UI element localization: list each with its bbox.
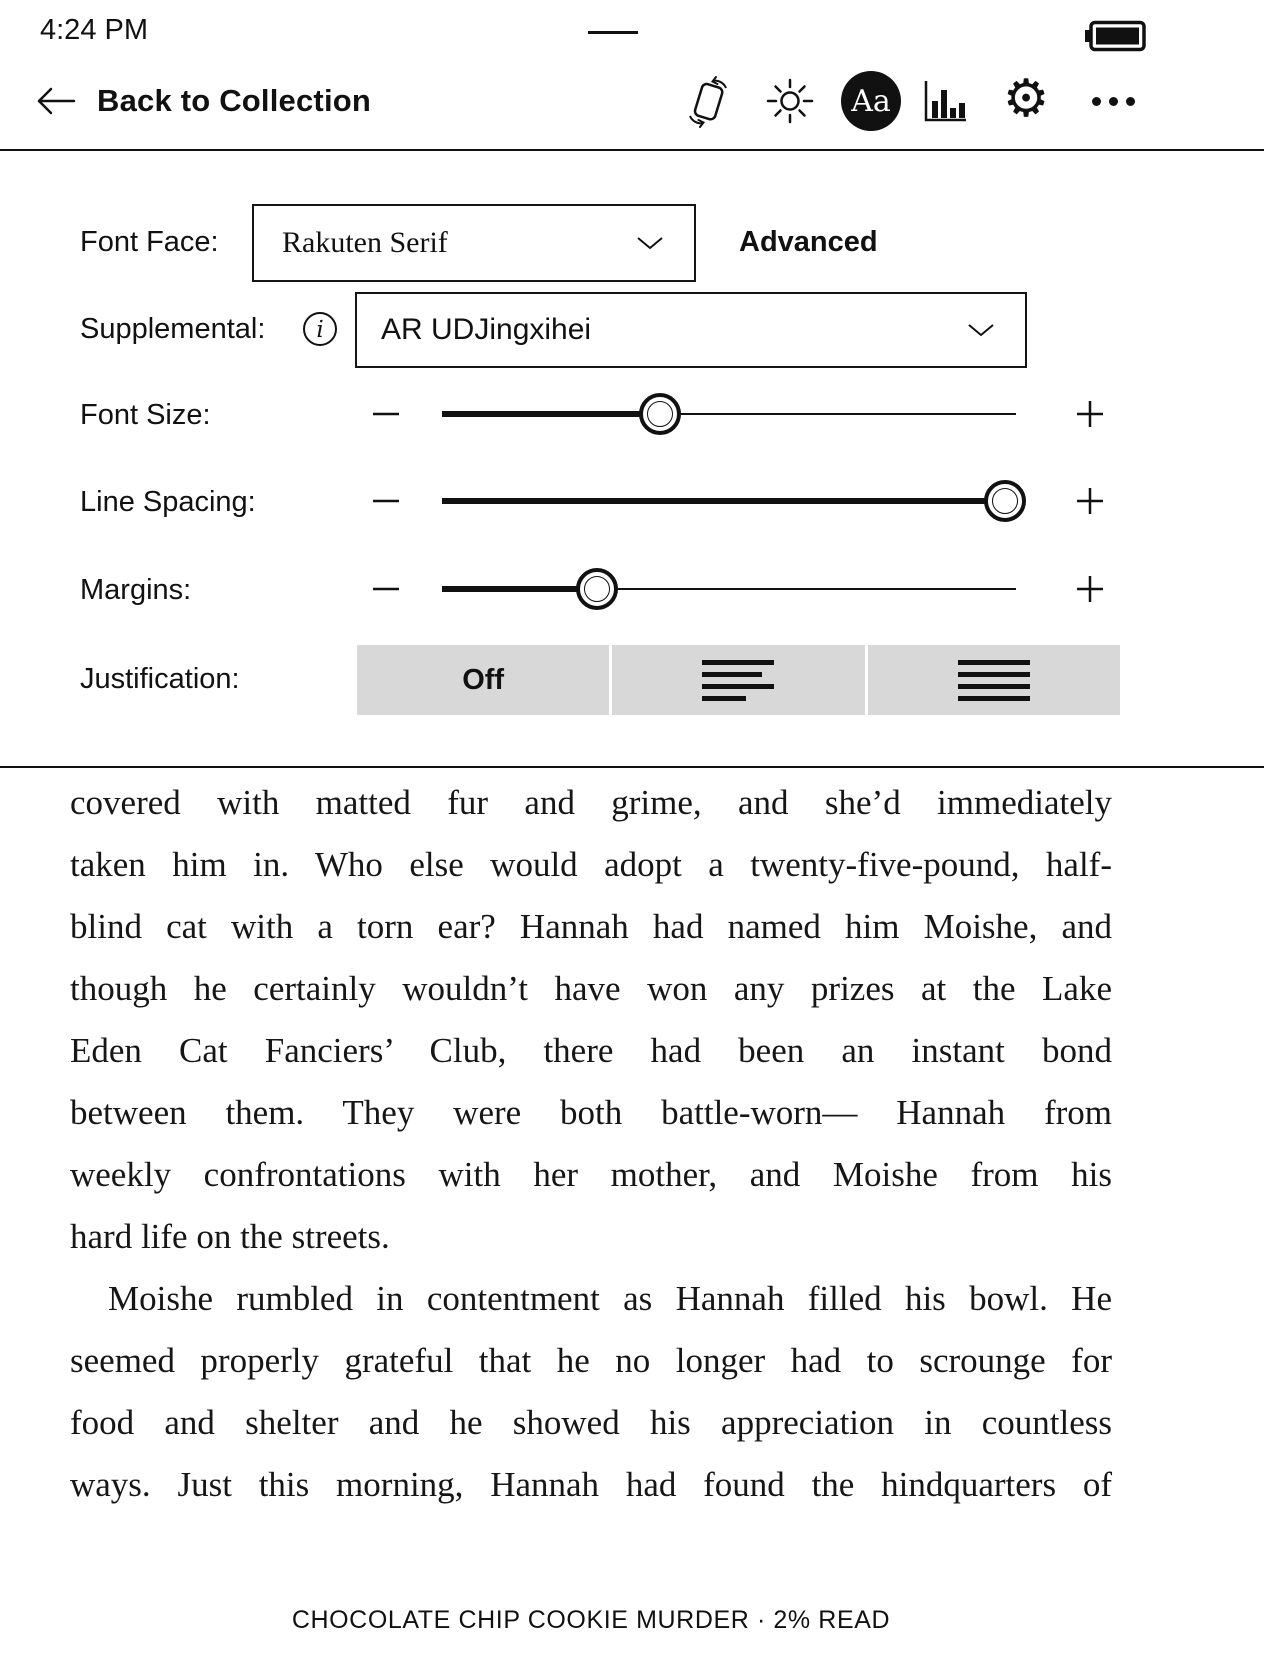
book-progress-footer: CHOCOLATE CHIP COOKIE MURDER · 2% READ — [291, 1606, 891, 1634]
font-face-label: Font Face: — [80, 226, 219, 258]
supplemental-value: AR UDJingxihei — [381, 313, 592, 346]
line-spacing-slider-thumb[interactable] — [984, 480, 1026, 522]
chevron-down-icon — [967, 323, 995, 337]
justification-off-label: Off — [462, 663, 505, 696]
body-line: blind cat with a torn ear? Hannah had named him Moishe, and — [70, 907, 1112, 946]
supplemental-dropdown[interactable] — [355, 292, 1027, 368]
justification-off-button[interactable] — [357, 645, 609, 715]
status-center-dash — [588, 31, 638, 34]
font-size-decrease-button[interactable] — [371, 399, 401, 429]
chevron-down-icon — [636, 236, 664, 250]
slider-fill — [442, 411, 660, 417]
body-line: taken him in. Who else would adopt a twenty-five-pound, half- — [70, 845, 1112, 884]
margins-slider[interactable] — [442, 567, 1016, 611]
margins-slider-thumb[interactable] — [576, 568, 618, 610]
battery-icon — [1084, 20, 1146, 52]
reading-stats-icon[interactable] — [922, 79, 968, 123]
font-size-label: Font Size: — [80, 399, 211, 431]
slider-track — [660, 413, 1016, 415]
svg-text:i: i — [316, 317, 324, 343]
body-line: covered with matted fur and grime, and she’d immediately — [70, 783, 1112, 822]
brightness-icon[interactable] — [766, 77, 814, 125]
slider-fill — [442, 586, 597, 592]
line-spacing-slider[interactable] — [442, 479, 1016, 523]
line-spacing-decrease-button[interactable] — [371, 486, 401, 516]
justification-justify-button[interactable] — [868, 645, 1120, 715]
margins-decrease-button[interactable] — [371, 574, 401, 604]
header-divider — [0, 149, 1264, 151]
font-face-dropdown[interactable] — [252, 204, 696, 282]
body-line: Eden Cat Fanciers’ Club, there had been an instant bond — [70, 1031, 1112, 1070]
rotate-screen-icon[interactable] — [683, 75, 733, 129]
panel-divider — [0, 766, 1264, 768]
back-icon[interactable] — [34, 85, 78, 117]
back-to-collection-button[interactable]: Back to Collection — [97, 83, 372, 118]
body-line: food and shelter and he showed his appreciation in countless — [70, 1403, 1112, 1442]
slider-track — [597, 588, 1016, 590]
body-line: Moishe rumbled in contentment as Hannah filled his bowl. He — [108, 1279, 1112, 1318]
supplemental-label: Supplemental: — [80, 313, 266, 345]
settings-gear-icon[interactable]: ⚙ — [1002, 69, 1050, 129]
justification-segments — [357, 645, 1120, 715]
body-line: ways. Just this morning, Hannah had found the hindquarters of — [70, 1465, 1112, 1504]
font-size-slider-thumb[interactable] — [639, 393, 681, 435]
advanced-link[interactable]: Advanced — [739, 226, 878, 258]
text-settings-icon[interactable]: Aa — [841, 71, 901, 131]
body-line: though he certainly wouldn’t have won any prizes at the Lake — [70, 969, 1112, 1008]
justification-align-left-button[interactable] — [612, 645, 864, 715]
body-line: hard life on the streets. — [70, 1217, 390, 1256]
slider-fill — [442, 498, 1005, 504]
info-icon[interactable] — [302, 311, 338, 347]
line-spacing-increase-button[interactable] — [1075, 486, 1105, 516]
align-left-icon — [702, 657, 774, 703]
margins-increase-button[interactable] — [1075, 574, 1105, 604]
body-line: seemed properly grateful that he no longer had to scrounge for — [70, 1341, 1112, 1380]
reading-page[interactable] — [70, 772, 1112, 1516]
font-face-value: Rakuten Serif — [282, 226, 448, 259]
justification-label: Justification: — [80, 663, 240, 695]
body-line: weekly confrontations with her mother, and Moishe from his — [70, 1155, 1112, 1194]
status-time: 4:24 PM — [40, 14, 148, 46]
justify-icon — [958, 657, 1030, 703]
font-size-slider[interactable] — [442, 392, 1016, 436]
more-options-icon[interactable] — [1092, 97, 1135, 106]
body-line: between them. They were both battle-worn— Hannah from — [70, 1093, 1112, 1132]
book-lines — [70, 772, 1112, 1516]
margins-label: Margins: — [80, 574, 192, 606]
font-size-increase-button[interactable] — [1075, 399, 1105, 429]
line-spacing-label: Line Spacing: — [80, 486, 256, 518]
